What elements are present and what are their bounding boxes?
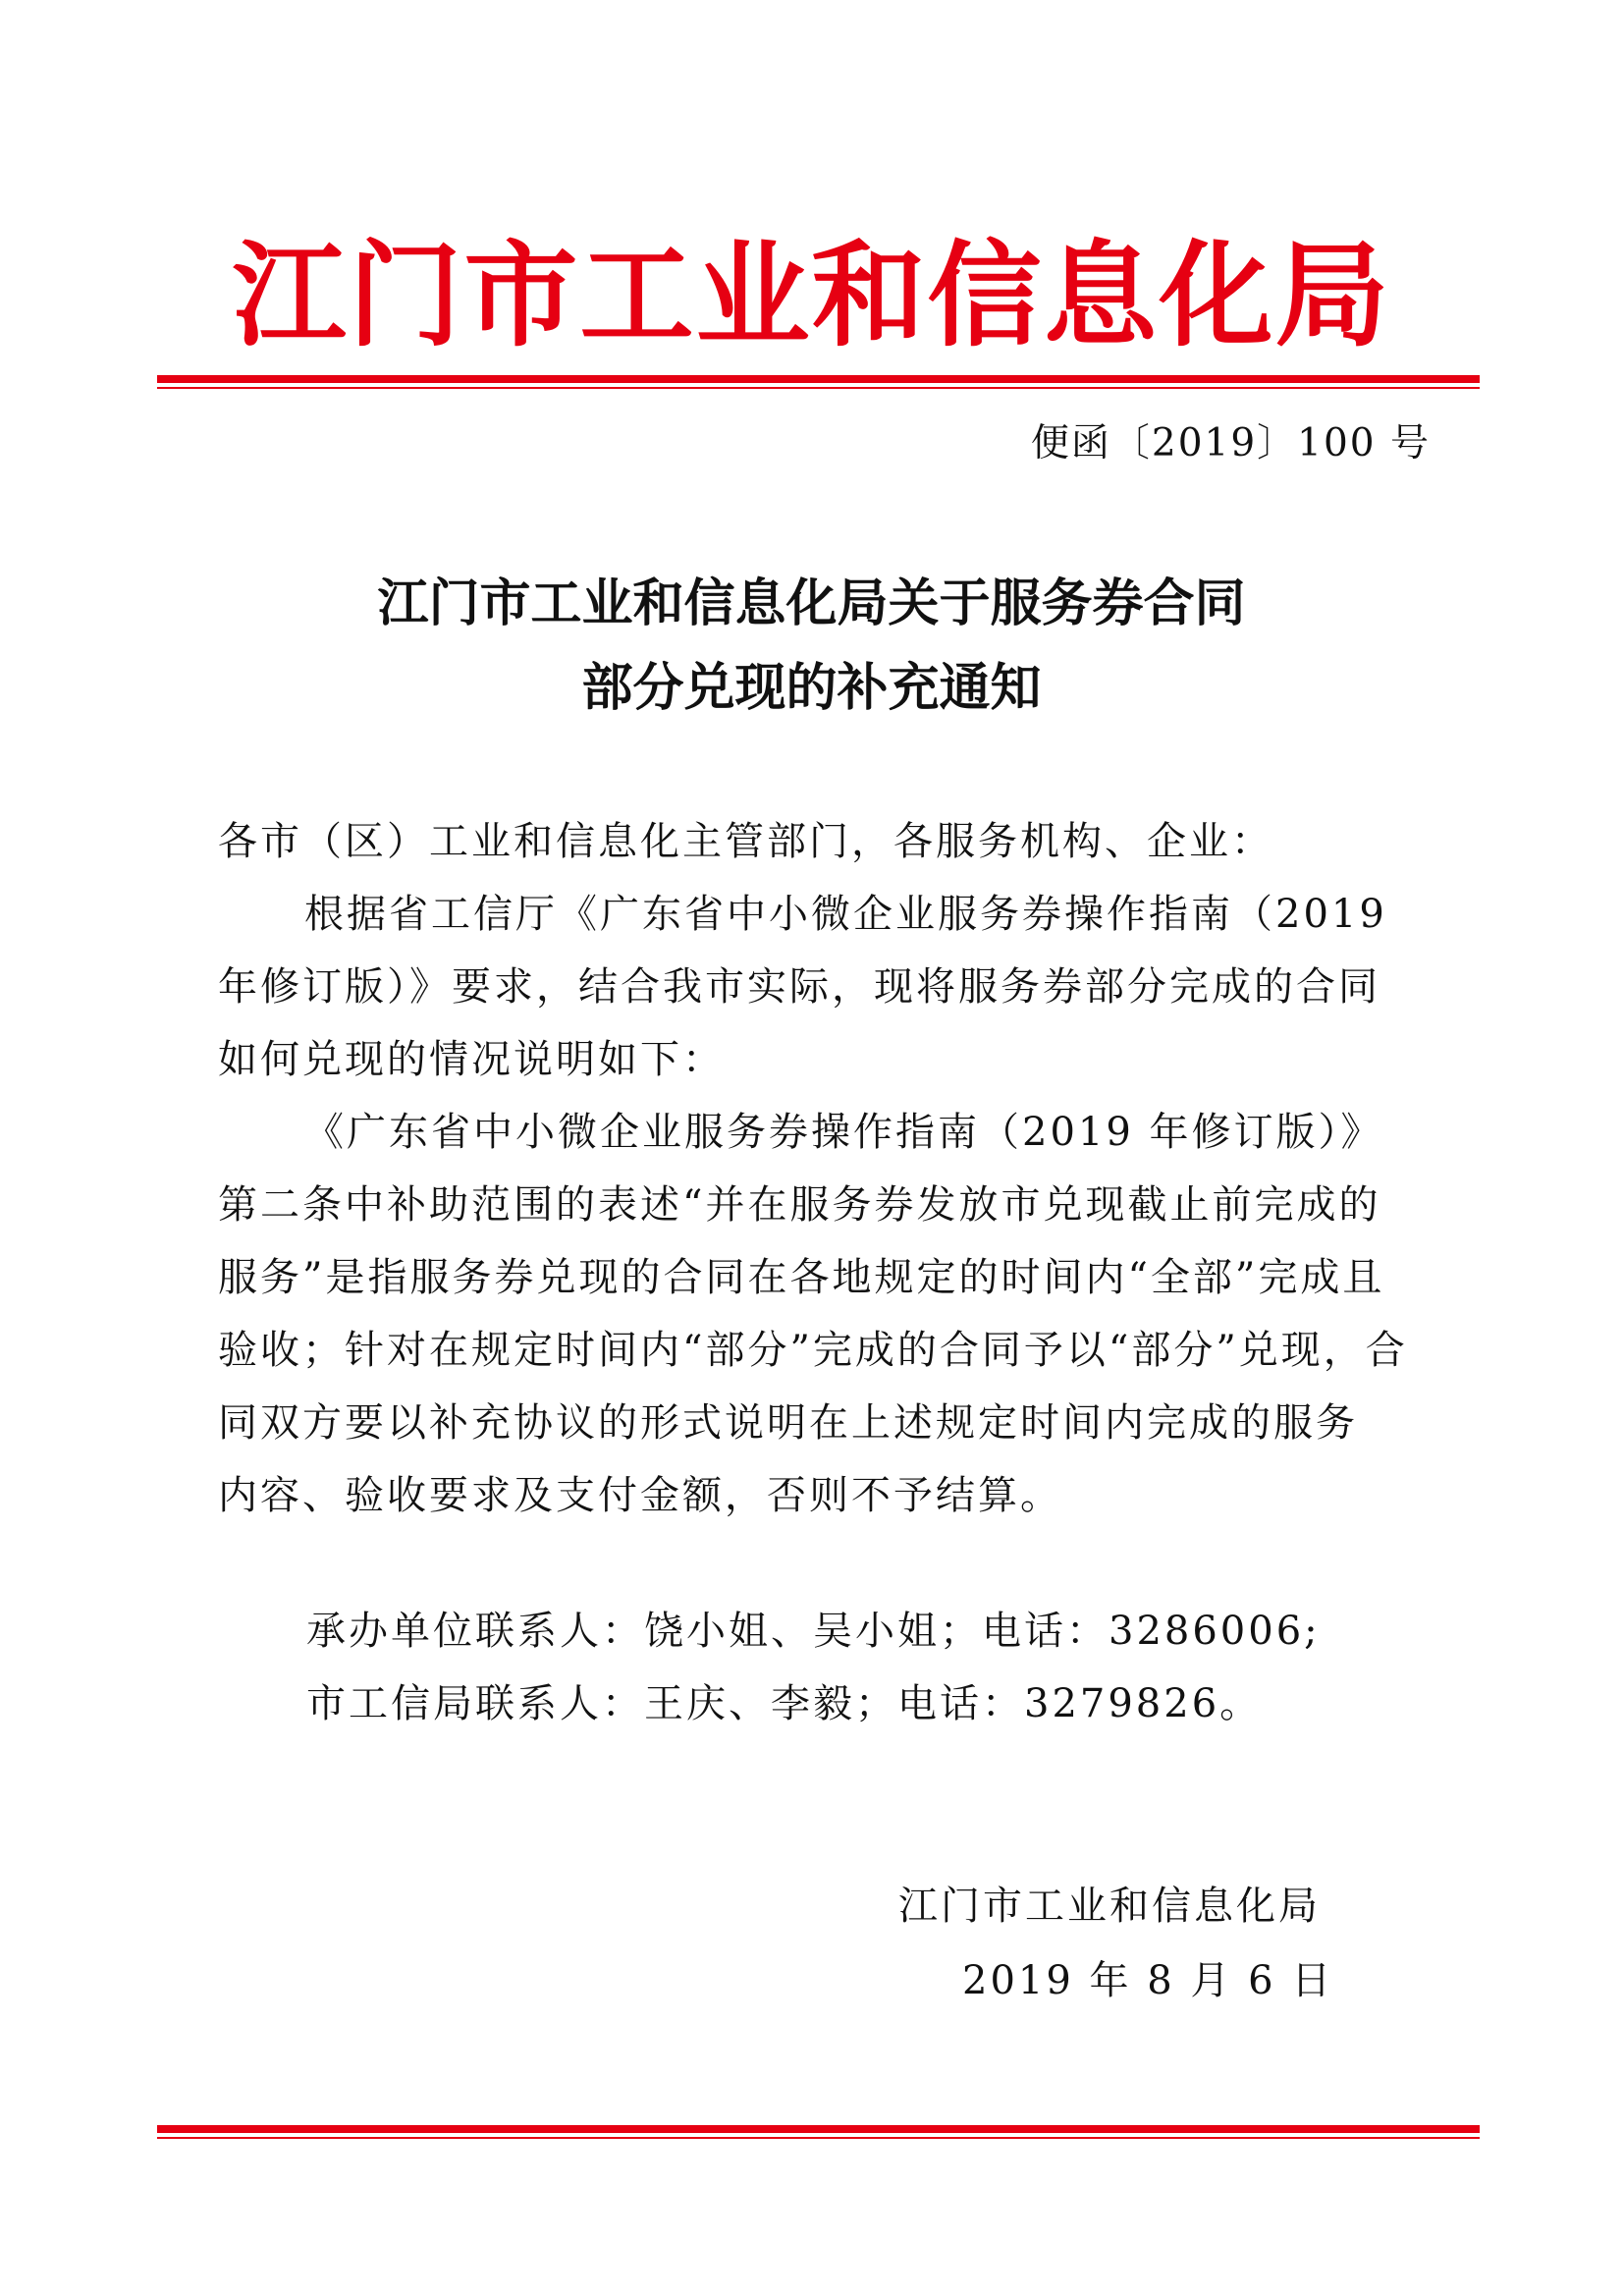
footer-red-rule xyxy=(157,2125,1480,2139)
paragraph-2-line-6: 内容、验收要求及支付金额，否则不予结算。 xyxy=(218,1473,1062,1518)
letterhead-red-rule xyxy=(157,375,1480,389)
contractor-contact: 承办单位联系人：饶小姐、吴小姐；电话：3286006; xyxy=(306,1609,1321,1654)
bureau-contact: 市工信局联系人：王庆、李毅；电话：3279826。 xyxy=(306,1681,1263,1726)
paragraph-1-line-2: 年修订版）》要求，结合我市实际，现将服务券部分完成的合同 xyxy=(218,964,1380,1010)
paragraph-1-line-3: 如何兑现的情况说明如下： xyxy=(218,1037,725,1082)
paragraph-2-line-2: 第二条中补助范围的表述“并在服务券发放市兑现截止前完成的 xyxy=(218,1182,1381,1228)
paragraph-2-line-1: 《广东省中小微企业服务券操作指南（2019 年修订版）》 xyxy=(304,1110,1383,1155)
paragraph-2-line-4: 验收；针对在规定时间内“部分”完成的合同予以“部分”兑现，合 xyxy=(218,1328,1408,1373)
notice-title-line-2: 部分兑现的补充通知 xyxy=(581,659,1042,718)
addressee: 各市（区）工业和信息化主管部门，各服务机构、企业： xyxy=(218,819,1273,864)
signature-date: 2019 年 8 月 6 日 xyxy=(962,1958,1334,2003)
paragraph-2-line-5: 同双方要以补充协议的形式说明在上述规定时间内完成的服务 xyxy=(218,1400,1358,1446)
notice-title-line-1: 江门市工业和信息化局关于服务券合同 xyxy=(377,574,1246,633)
letterhead-title: 江门市工业和信息化局 xyxy=(232,230,1391,362)
document-number: 便函〔2019〕100 号 xyxy=(1030,421,1431,465)
paragraph-2-line-3: 服务”是指服务券兑现的合同在各地规定的时间内“全部”完成且 xyxy=(218,1255,1385,1300)
signature-issuer: 江门市工业和信息化局 xyxy=(898,1884,1321,1929)
paragraph-1-line-1: 根据省工信厅《广东省中小微企业服务券操作指南（2019 xyxy=(304,892,1387,937)
